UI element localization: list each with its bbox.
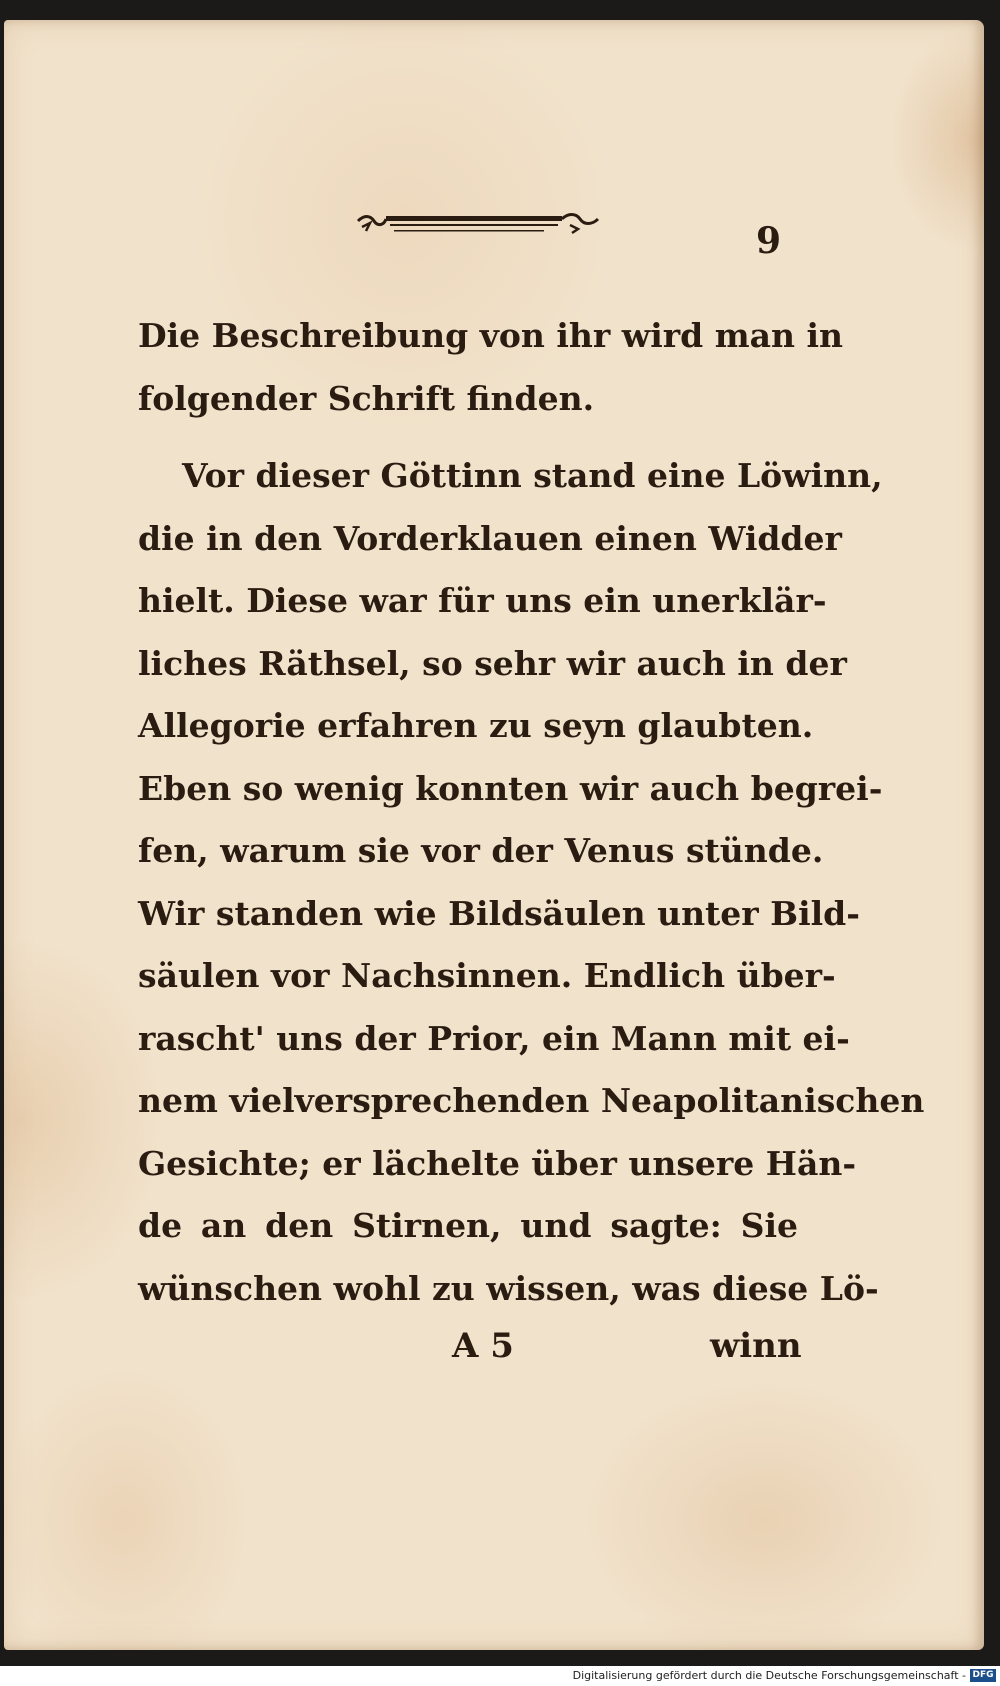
decorative-rule-icon xyxy=(356,203,606,243)
text-line: de an den Stirnen, und sagte: Sie xyxy=(138,1206,798,1245)
text-line: Allegorie erfahren zu seyn glaubten. xyxy=(138,706,814,745)
text-line: nem vielversprechenden Neapolitanischen xyxy=(138,1081,925,1120)
text-line: Eben so wenig konnten wir auch begrei- xyxy=(138,768,883,808)
text-line: die in den Vorderklauen einen Widder xyxy=(138,518,842,558)
body-text xyxy=(138,305,925,1320)
signature-mark: A 5 xyxy=(452,1326,514,1366)
credit-bar xyxy=(0,1666,1000,1686)
text-line: fen, warum sie vor der Venus stünde. xyxy=(138,831,824,870)
dfg-logo: DFG xyxy=(970,1669,996,1682)
book-page xyxy=(4,20,984,1650)
paragraph-1 xyxy=(138,305,844,430)
text-line: hielt. Diese war für uns ein unerklär- xyxy=(138,581,827,620)
text-line: Vor dieser Göttinn stand eine Löwinn, xyxy=(182,456,883,495)
page-number: 9 xyxy=(756,220,782,262)
text-line: säulen vor Nachsinnen. Endlich über- xyxy=(138,956,836,995)
text-line: liches Räthsel, so sehr wir auch in der xyxy=(138,643,847,683)
text-line: Gesichte; er lächelte über unsere Hän- xyxy=(138,1143,857,1183)
text-line: Wir standen wie Bildsäulen unter Bild- xyxy=(138,893,860,933)
paragraph-gap xyxy=(138,430,798,445)
catchword: winn xyxy=(710,1326,802,1366)
text-line: rascht' uns der Prior, ein Mann mit ei- xyxy=(138,1018,850,1058)
text-line: folgender Schrift finden. xyxy=(138,378,595,418)
text-line: Die Beschreibung von ihr wird man in xyxy=(138,316,844,355)
text-line: wünschen wohl zu wissen, was diese Lö- xyxy=(138,1268,879,1308)
credit-text: Digitalisierung gefördert durch die Deutsche Forschungsgemeinschaft - xyxy=(572,1669,966,1682)
paragraph-2 xyxy=(138,445,925,1320)
